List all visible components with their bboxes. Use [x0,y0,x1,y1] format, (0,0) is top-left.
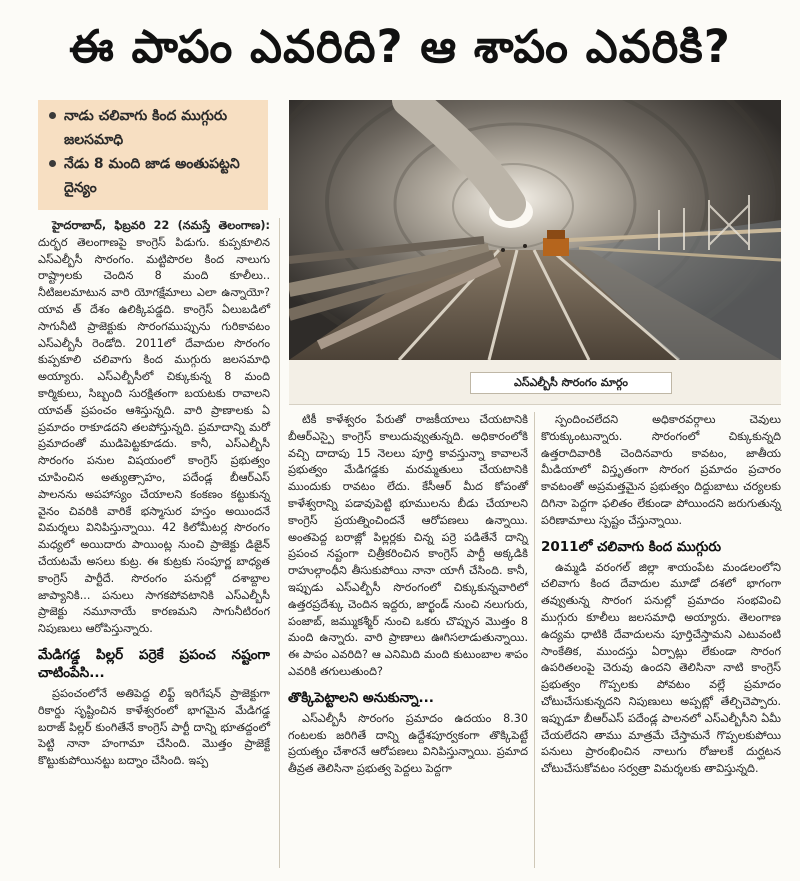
article-text: స్పందించలేదని అధికారవర్గాలు చెవులు కొరుక్కుంటున్నారు. సొరంగంలో చిక్కుకున్నది ఉత్తరాదివారికి చెందినవారు కావటం, జాతీయ మీడియాలో విస్తృతంగా సొరంగ ప్రమాదం ప్రచారం కావటంతో అప్రమత్తమైన ప్రభుత్వం దిద్దుబాటు చర్యలకు దిగినా పెద్దగా ఫలితం లేకుండా పోయిందని జరుగుతున్న పరిణామాలు స్పష్టం చేస్తున్నాయి. [541,413,781,527]
column-divider [534,412,535,868]
article-text: ప్రపంచంలోనే అతిపెద్ద లిఫ్ట్ ఇరిగేషన్ ప్రాజెక్టుగా రికార్డు సృష్టించిన కాళేశ్వరంలో భాగమైన మేడిగడ్డ బరాజ్ పిల్లర్ కుంగితేనే కాంగ్రెస్ పార్టీ దాన్ని భూతద్దంలో పెట్టి నానా హంగామా చేసింది. మొత్తం ప్రాజెక్టే కొట్టుకుపోయినట్టు బద్నాం చేసింది. ఇప్ప [38,686,270,768]
article-text: టికీ కాళేశ్వరం పేరుతో రాజకీయాలు చేయటానికి బీఆర్ఎస్పై కాంగ్రెస్ కాలుదువ్వుతున్నది. అధికారంలోకి వచ్చి దాదాపు 15 నెలలు పూర్తి కావస్తున్నా కావాలనే ప్రభుత్వం మేడిగడ్డకు మరమ్మతులు చేయటానికి ముందుకు రావటం లేదు. కేసీఆర్ మీద కోపంతో కాళేశ్వరాన్ని పడావుపెట్టి భూములను బీడు చేయాలని కాంగ్రెస్ ప్రయత్నించిందనే ఆరోపణలు ఉన్నాయి. అంతపెద్ద బరాజ్లో పిల్లర్లకు చిన్న పర్రె పడితేనే దాన్ని ప్రపంచ నష్టంగా చిత్రీకరించిన కాంగ్రెస్ పార్టీ అక్కడికి రాహుల్గాంధీని తీసుకుపోయి నానా యాగీ చేసింది. కానీ, ఇప్పుడు ఎస్ఎల్బీసీ సొరంగంలో చిక్కుకున్నవారిలో ఉత్తరప్రదేశ్కు చెందిన ఇద్దరు, జార్ఖండ్ నుంచి నలుగురు, పంజాబ్, జమ్ముకశ్మీర్ నుంచి ఒకరు చొప్పున మొత్తం 8 మంది ఉన్నారు. వారి ప్రాణాలు ఊగిసలాడుతున్నాయి. ఈ పాపం ఎవరిది? ఆ ఎనిమిది మంది కుటుంబాల శాపం ఎవరికి తగులుతుంది? [288,413,528,678]
photo-caption: ఎస్ఎల్బీసీ సొరంగం మార్గం [470,372,672,394]
highlights-box [38,100,268,210]
article-column-1 [38,218,270,770]
headline: ఈ పాపం ఎవరిది? ఆ శాపం ఎవరికి? [69,20,731,73]
article-column-3 [541,412,781,778]
subheading: తొక్కిపెట్టాలని అనుకున్నా... [288,689,434,706]
column-divider [279,218,280,868]
tunnel-illustration [289,100,781,360]
article-column-2 [288,412,528,778]
article-text: దుర్భర తెలంగాణపై కాంగ్రెస్ పిడుగు. కుప్పకూలిన ఎస్ఎల్బీసీ సొరంగం. మట్టిపొరల కింద నాలుగు రాష్ట్రాలకు చెందిన 8 మంది కూలీలు.. నీటిజలమాటున వారి యోగక్షేమాలు ఎలా ఉన్నాయో? యావ త్ దేశం ఉలిక్కిపడ్డది. కాంగ్రెస్ ఏలుబడిలో సాగునీటి ప్రాజెక్టుకు సొరంగముప్పును గురికావటం ఎస్ఎల్బీసీ రెండోది. 2011లో దేవాదుల సొరంగం కుప్పకూలి చలివాగు కింద ముగ్గురు జలసమాధి అయ్యారు. ఎస్ఎల్బీసీలో చిక్కుకున్న 8 మంది కార్మికులు, సిబ్బంది సురక్షితంగా బయటకు రావాలని యావత్ ప్రపంచం ఆశిస్తున్నది. వారి ప్రాణాలకు ఏ ప్రమాదం రాకూడదని తలపోస్తున్నది. ప్రమాదాన్ని మరో ప్రమాదంతో ముడిపెట్టకూడదు. కానీ, ఎస్ఎల్బీసీ సొరంగం పనుల విషయంలో కాంగ్రెస్ ప్రభుత్వం చూపించిన అత్యుత్సాహం, పదేండ్ల బీఆర్ఎస్ పాలనను అపహాస్యం చేయాలని కంకణం కట్టుకున్న వైనం చివరికి వారికే భస్మాసుర హస్తం అయిందనే విమర్శలు వినిపిస్తున్నాయి. 42 కిలోమీటర్ల సొరంగం మధ్యలో అయిదారు పాయింట్ల నుంచి ప్రాజెక్టు డిజైన్ చేయటమే అసలు కుట్ర. ఈ కుట్రకు సంపూర్ణ బాధ్యత కాంగ్రెస్ పార్టీదే. సొరంగం పనుల్లో దశాబ్దాల జాప్యానికి... పనులు సాగకపోవటానికి ఎస్ఎల్బీసీ ప్రాజెక్టు నమూనాయే కారణమని సాగునీటిరంగ నిపుణులు ఆరోపిస్తున్నారు. [38,235,270,636]
article-text: ఉమ్మడి వరంగల్ జిల్లా శాయంపేట మండలంలోని చలివాగు కింద దేవాదుల మూడో దశలో భాగంగా తవ్వుతున్న సొరంగ పనుల్లో ప్రమాదం సంభవించి ముగ్గురు కూలీలు జలసమాధి అయ్యారు. తెలంగాణ ఉద్యమ ధాటికి దేవాదులను పూర్తిచేస్తామని ఎటువంటి సాంకేతిక, ముందస్తు ఏర్పాట్లు లేకుండా సొరంగ ఉపరితలంపై చెరువు ఉందని తెలిసినా నాటి కాంగ్రెస్ ప్రభుత్వం గొప్పలకు పోవటం వల్లే ప్రమాదం చోటుచేసుకున్నదని నిపుణులు అప్పట్లో తేల్చిచెప్పారు. ఇప్పుడూ బీఆర్ఎస్ పదేండ్ల పాలనలో ఎస్ఎల్బీసీని ఏమీ చేయలేదని తాము మాత్రమే చేస్తామనే గొప్పలకుపోయి పనులు ప్రారంభించిన నాలుగు రోజులకే దుర్ఘటన చోటుచేసుకోవటం సర్వత్రా విమర్శలకు తావిస్తున్నది. [541,560,781,776]
article-text: ఎస్ఎల్బీసీ సొరంగం ప్రమాదం ఉదయం 8.30 గంటలకు జరిగితే దాన్ని ఉద్దేశపూర్వకంగా తొక్కిపెట్టే ప్రయత్నం చేశారనే ఆరోపణలు వినిపిస్తున్నాయి. ప్రమాద తీవ్రత తెలిసినా ప్రభుత్వ పెద్దలు పెద్దగా [288,711,528,776]
subheading: 2011లో చలివాగు కింద ముగ్గురు [541,538,722,555]
dateline: హైదరాబాద్, ఫిబ్రవరి 22 (నమస్తే తెలంగాణ): [52,219,270,232]
subheading: మేడిగడ్డ పిల్లర్ పర్రెకే ప్రపంచ నష్టంగా చాటింపేసి... [38,646,270,681]
highlight-item: నేడు 8 మంది జాడ అంతుపట్టని దైన్యం [46,152,260,200]
tunnel-photo [289,100,781,360]
highlight-item: నాడు చలివాగు కింద ముగ్గురు జలసమాధి [46,104,260,152]
